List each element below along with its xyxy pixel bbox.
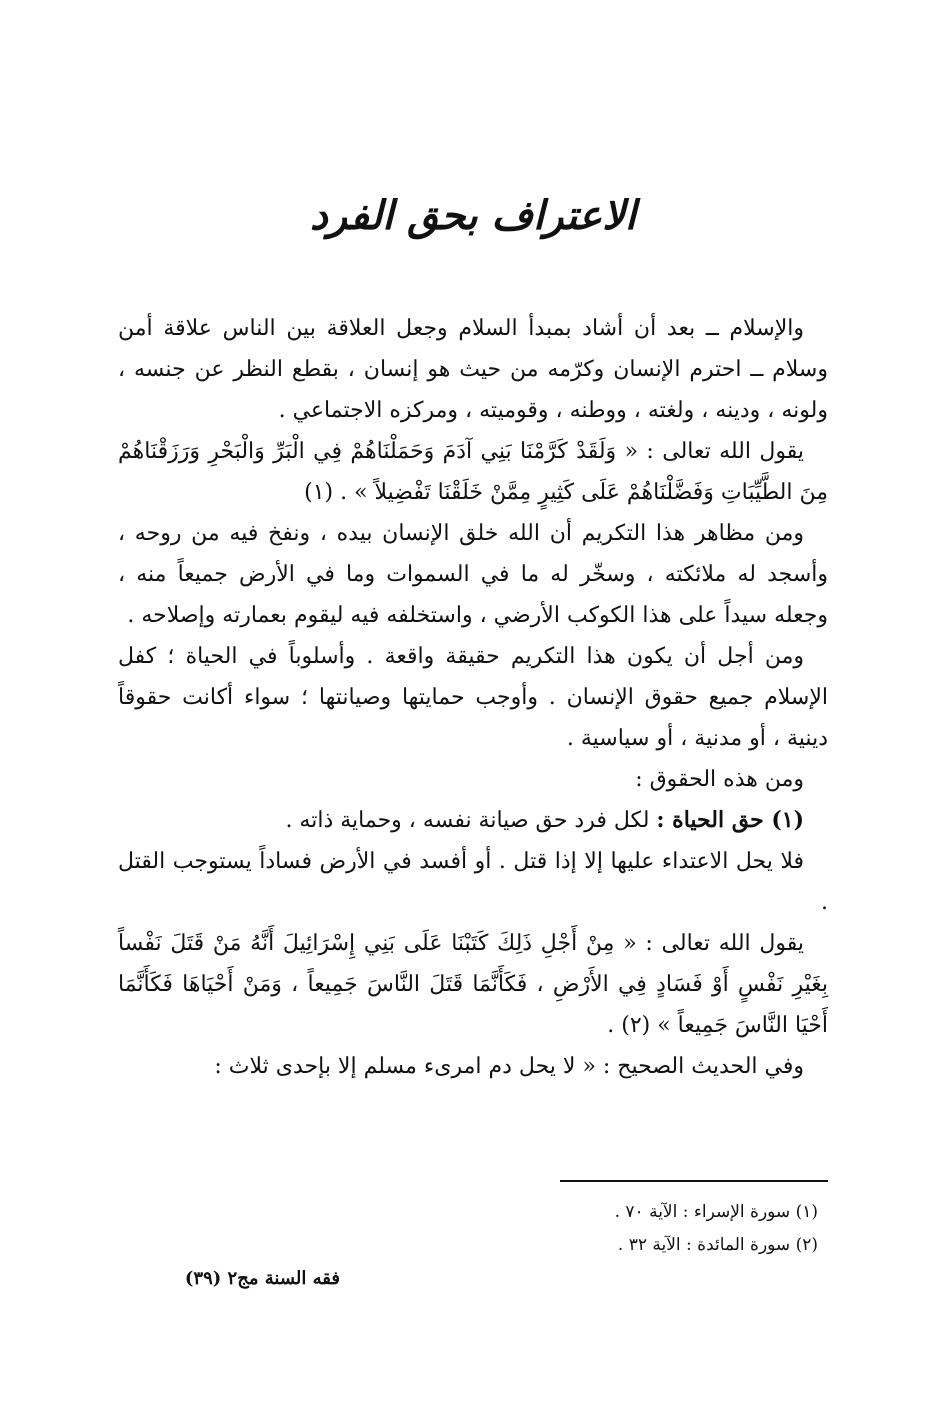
main-text [118,308,828,1087]
paragraph-6: فلا يحل الاعتداء عليها إلا إذا قتل . أو أفسد في الأرض فساداً يستوجب القتل . [118,849,828,915]
footnote-2: (٢) سورة المائدة : الآية ٣٢ . [617,1235,818,1255]
right-item-label: (١) حق الحياة : [656,807,804,833]
paragraph-4: ومن أجل أن يكون هذا التكريم حقيقة واقعة . وأسلوباً في الحياة ؛ كفل الإسلام جميع حقوق الإنسان . وأوجب حمايتها وصيانتها ؛ سواء أكانت حقوقاً دينية ، أو مدنية ، أو سياسية . [118,644,828,751]
paragraph-2: يقول الله تعالى : « وَلَقَدْ كَرَّمْنَا بَنِي آدَمَ وَحَمَلْنَاهُمْ فِي الْبَرِّ وَالْبَحْرِ وَرَزَقْنَاهُمْ مِنَ الطَّيِّبَاتِ وَفَضَّلْنَاهُمْ عَلَى كَثِيرٍ مِمَّنْ خَلَقْنَا تَفْضِيلاً » . (١) [118,439,828,505]
footnotes [418,1196,818,1262]
paragraph-3: ومن مظاهر هذا التكريم أن الله خلق الإنسان بيده ، ونفخ فيه من روحه ، وأسجد له ملائكته ، وسخّر له ما في السموات وما في الأرض جميعاً منه ، وجعله سيداً على هذا الكوكب الأرضي ، واستخلفه فيه ليقوم بعمارته وإصلاحه . [118,521,828,628]
page-title: الاعتراف بحق الفرد [309,192,637,239]
right-item [118,800,828,841]
page-footer: فقه السنة مج٢ (٣٩) [184,1268,340,1289]
right-item-text: لكل فرد حق صيانة نفسه ، وحماية ذاته . [285,808,650,833]
footnote-divider [560,1180,828,1182]
paragraph-5: ومن هذه الحقوق : [635,767,804,792]
paragraph-7: يقول الله تعالى : « مِنْ أَجْلِ ذَلِكَ كَتَبْنَا عَلَى بَنِي إِسْرَائِيلَ أَنَّهُ مَنْ قَتَلَ نَفْساً بِغَيْرِ نَفْسٍ أَوْ فَسَادٍ فِي الأَرْضِ ، فَكَأَنَّمَا قَتَلَ النَّاسَ جَمِيعاً ، وَمَنْ أَحْيَاهَا فَكَأَنَّمَا أَحْيَا النَّاسَ جَمِيعاً » (٢) . [118,931,828,1038]
footnote-1: (١) سورة الإسراء : الآية ٧٠ . [614,1202,818,1222]
paragraph-1: والإسلام ــ بعد أن أشاد بمبدأ السلام وجعل العلاقة بين الناس علاقة أمن وسلام ــ احترم الإنسان وكرّمه من حيث هو إنسان ، بقطع النظر عن جنسه ، ولونه ، ودينه ، ولغته ، ووطنه ، وقوميته ، ومركزه الاجتماعي . [118,316,828,423]
paragraph-8: وفي الحديث الصحيح : « لا يحل دم امرىء مسلم إلا بإحدى ثلاث : [214,1054,804,1079]
